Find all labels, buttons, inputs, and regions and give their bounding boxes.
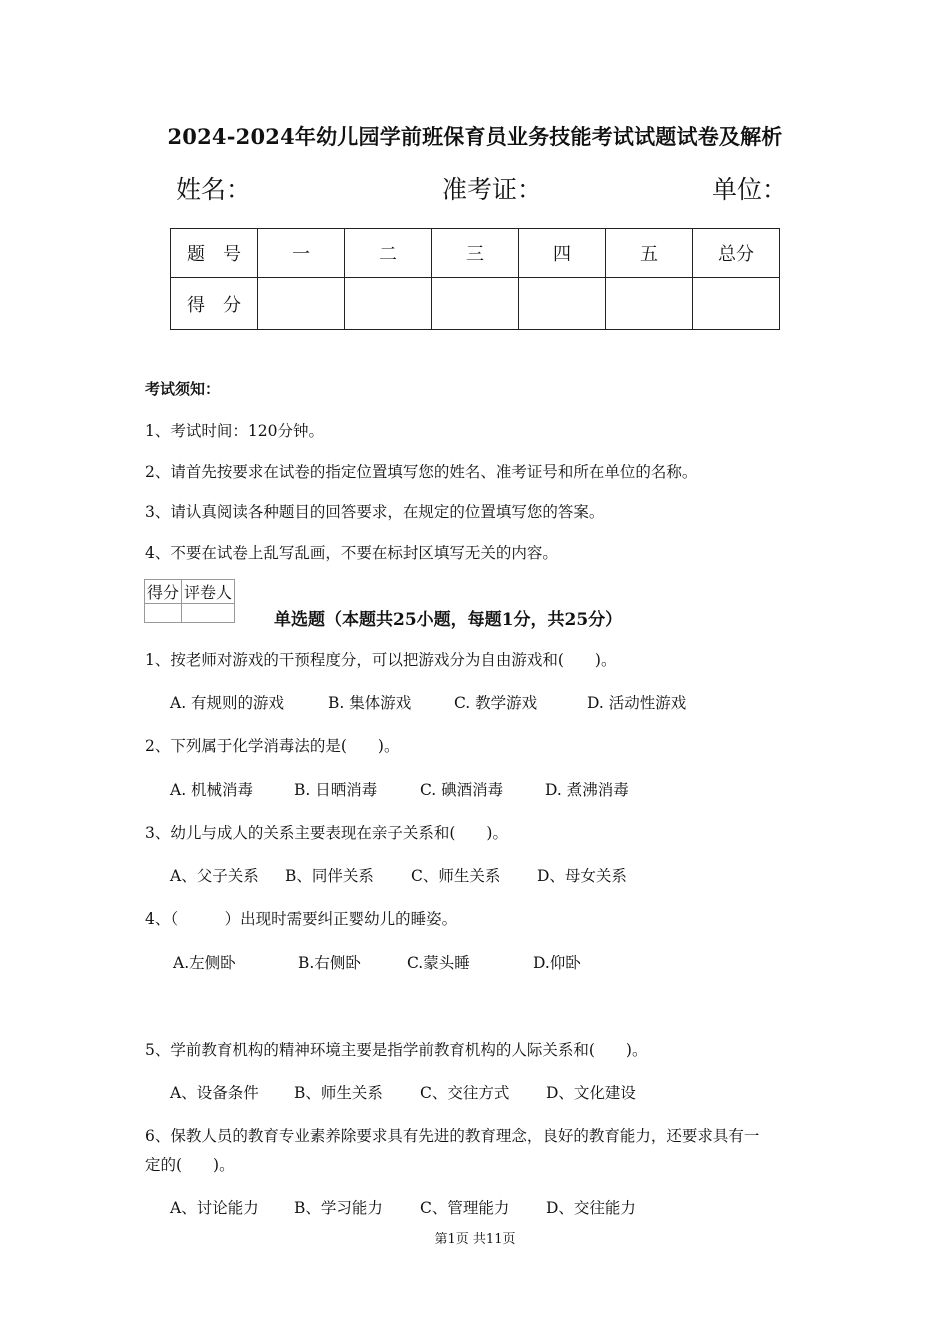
question-options [170, 1196, 636, 1218]
score-header-cell: 二 [345, 229, 432, 278]
question-options [170, 691, 686, 713]
note-item: 1、考试时间：120分钟。 [145, 422, 324, 440]
option-c[interactable]: C、管理能力 [420, 1199, 510, 1217]
option-d[interactable]: D、交往能力 [546, 1199, 636, 1217]
score-cell[interactable] [693, 278, 780, 330]
option-c[interactable]: C.蒙头睡 [407, 954, 470, 972]
question-stem: 3、幼儿与成人的关系主要表现在亲子关系和( )。 [145, 824, 508, 842]
option-b[interactable]: B、学习能力 [294, 1199, 383, 1217]
option-c[interactable]: C. 碘酒消毒 [420, 781, 504, 799]
score-cell[interactable] [345, 278, 432, 330]
option-b[interactable]: B.右侧卧 [298, 954, 361, 972]
score-cell[interactable] [606, 278, 693, 330]
question-options [170, 778, 629, 800]
question-stem: 6、保教人员的教育专业素养除要求具有先进的教育理念，良好的教育能力，还要求具有一 [145, 1127, 760, 1145]
option-b[interactable]: B、师生关系 [294, 1084, 383, 1102]
grader-score-cell[interactable] [145, 604, 182, 623]
question-stem: 5、学前教育机构的精神环境主要是指学前教育机构的人际关系和( )。 [145, 1041, 648, 1059]
page-title: 2024-2024年幼儿园学前班保育员业务技能考试试题试卷及解析 [167, 124, 783, 149]
section-heading: 单选题（本题共25小题，每题1分，共25分） [274, 610, 623, 630]
option-a[interactable]: A、设备条件 [170, 1084, 259, 1102]
grader-name-cell[interactable] [182, 604, 235, 623]
note-item: 4、不要在试卷上乱写乱画，不要在标封区填写无关的内容。 [145, 544, 558, 562]
note-item: 2、请首先按要求在试卷的指定位置填写您的姓名、准考证号和所在单位的名称。 [145, 463, 698, 481]
notes-heading: 考试须知： [145, 380, 221, 398]
question-options [170, 864, 627, 886]
score-header-cell: 一 [258, 229, 345, 278]
option-d[interactable]: D、母女关系 [537, 867, 627, 885]
score-cell[interactable] [432, 278, 519, 330]
question-stem: 1、按老师对游戏的干预程度分，可以把游戏分为自由游戏和( )。 [145, 651, 617, 669]
question-stem: 4、（ ）出现时需要纠正婴幼儿的睡姿。 [145, 910, 458, 928]
question-options [170, 1081, 636, 1103]
option-b[interactable]: B、同伴关系 [285, 867, 374, 885]
option-c[interactable]: C、师生关系 [411, 867, 501, 885]
option-b[interactable]: B. 日晒消毒 [294, 781, 378, 799]
option-c[interactable]: C. 教学游戏 [454, 694, 538, 712]
option-c[interactable]: C、交往方式 [420, 1084, 510, 1102]
option-d[interactable]: D.仰卧 [533, 954, 581, 972]
score-table-score-row [171, 278, 780, 330]
question-options [173, 951, 581, 973]
option-a[interactable]: A、父子关系 [170, 867, 259, 885]
score-cell[interactable] [258, 278, 345, 330]
option-d[interactable]: D. 煮沸消毒 [545, 781, 629, 799]
option-d[interactable]: D、文化建设 [546, 1084, 636, 1102]
unit-field-label: 单位： [712, 175, 788, 204]
score-cell[interactable] [519, 278, 606, 330]
score-header-cell: 题 号 [171, 229, 258, 278]
option-d[interactable]: D. 活动性游戏 [587, 694, 687, 712]
option-b[interactable]: B. 集体游戏 [328, 694, 412, 712]
score-header-cell: 五 [606, 229, 693, 278]
option-a[interactable]: A、讨论能力 [170, 1199, 259, 1217]
note-item: 3、请认真阅读各种题目的回答要求，在规定的位置填写您的答案。 [145, 503, 605, 521]
grader-name-label: 评卷人 [182, 580, 235, 604]
score-header-cell: 总分 [693, 229, 780, 278]
grader-box [144, 579, 235, 623]
score-table [170, 228, 780, 330]
name-field-label: 姓名： [176, 175, 252, 204]
option-a[interactable]: A. 有规则的游戏 [170, 694, 285, 712]
score-table-header-row [171, 229, 780, 278]
score-row-label: 得 分 [171, 278, 258, 330]
question-stem: 2、下列属于化学消毒法的是( )。 [145, 737, 400, 755]
option-a[interactable]: A. 机械消毒 [170, 781, 254, 799]
page-footer: 第1页 共11页 [434, 1232, 516, 1247]
option-a[interactable]: A.左侧卧 [173, 954, 236, 972]
score-header-cell: 三 [432, 229, 519, 278]
score-header-cell: 四 [519, 229, 606, 278]
grader-score-label: 得分 [145, 580, 182, 604]
question-stem-continued: 定的( )。 [145, 1156, 235, 1174]
ticket-field-label: 准考证： [442, 175, 543, 204]
